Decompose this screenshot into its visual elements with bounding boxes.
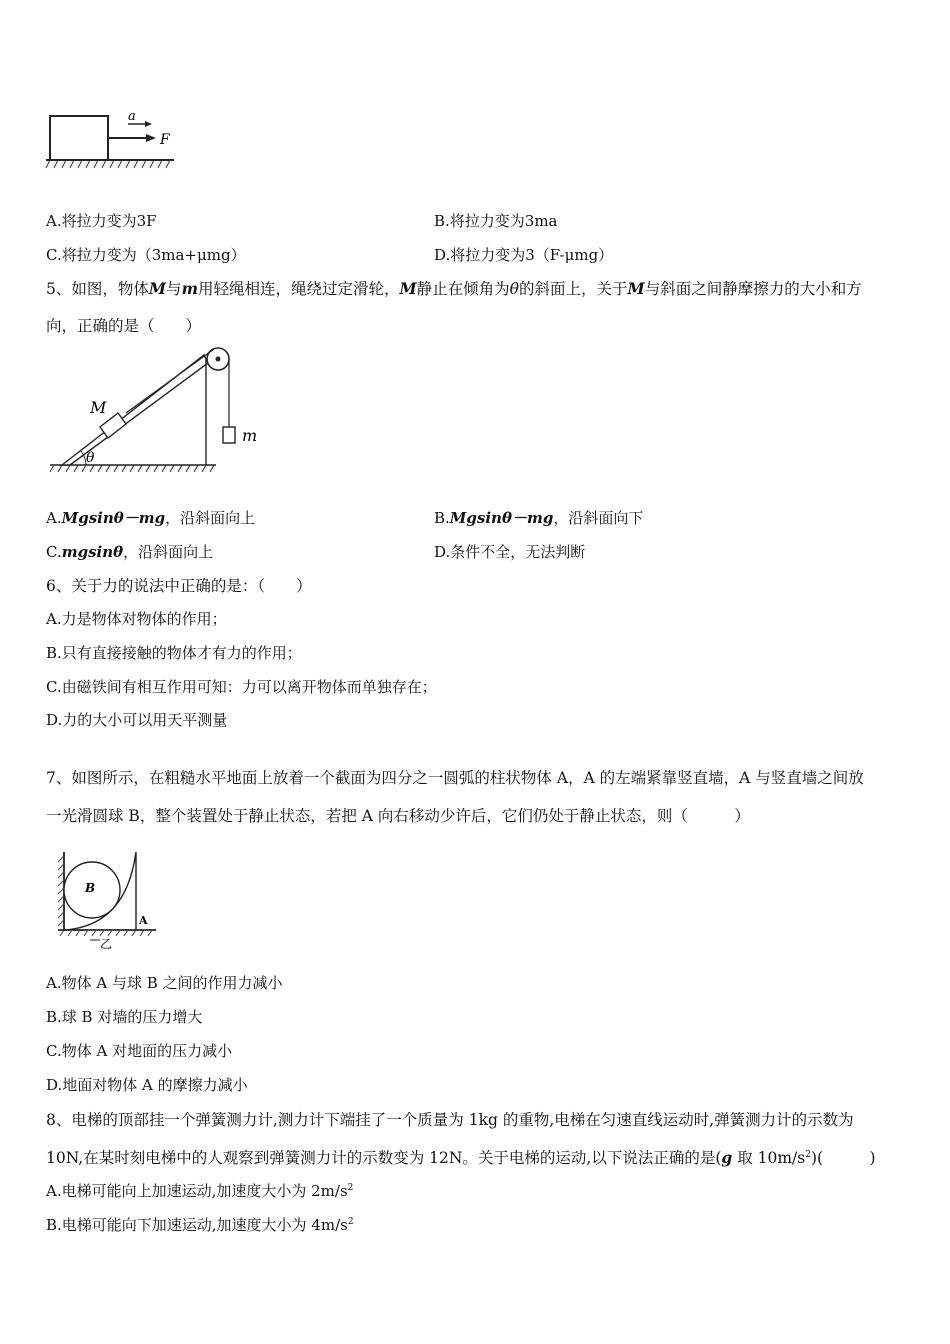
ball-B-label: B (85, 881, 96, 895)
mass-M-label: M (90, 398, 107, 417)
q8-option-b[interactable]: B.电梯可能向下加速运动,加速度大小为 $4m/s^2$ (46, 1216, 354, 1234)
q6-option-d[interactable]: D.力的大小可以用天平测量 (46, 711, 228, 729)
block-force-diagram (44, 108, 194, 172)
q7-option-b[interactable]: B.球 B 对墙的压力增大 (46, 1008, 203, 1026)
q4-option-b[interactable]: B.将拉力变为3ma (434, 212, 558, 230)
q7-stem-line1: 7、如图所示，在粗糙水平地面上放着一个截面为四分之一圆弧的柱状物体 A，A 的左端紧靠竖直墙，A 与竖直墙之间放 (46, 769, 864, 787)
q6-stem: 6、关于力的说法中正确的是：（ ） (46, 577, 312, 595)
figure-caption: 乙 (100, 937, 113, 951)
q6-option-a[interactable]: A.力是物体对物体的作用； (46, 610, 227, 628)
incline-pulley-diagram (46, 345, 276, 475)
q7-option-c[interactable]: C.物体 A 对地面的压力减小 (46, 1042, 233, 1060)
wall-ball-arc-diagram (56, 850, 166, 950)
q7-option-a[interactable]: A.物体 A 与球 B 之间的作用力减小 (46, 974, 283, 992)
q5-stem-line2: 向，正确的是（ ） (46, 317, 202, 335)
accel-label: a (128, 109, 136, 124)
q8-option-a[interactable]: A.电梯可能向上加速运动,加速度大小为 $2m/s^2$ (46, 1182, 354, 1200)
q5-stem-line1: 5、如图，物体M与m用轻绳相连，绳绕过定滑轮，M静止在倾角为θ的斜面上，关于M与斜面之间静摩擦力的大小和方 (46, 279, 862, 298)
mass-m-label: m (242, 426, 258, 445)
q6-option-b[interactable]: B.只有直接接触的物体才有力的作用； (46, 644, 302, 662)
q5-option-a[interactable]: A.Mgsinθ－mg，沿斜面向上 (46, 509, 256, 527)
q4-option-c[interactable]: C.将拉力变为（3ma+μmg） (46, 246, 246, 264)
q5-option-b[interactable]: B.Mgsinθ－mg，沿斜面向下 (434, 509, 644, 527)
force-label: F (160, 132, 170, 148)
q5-option-d[interactable]: D.条件不全，无法判断 (434, 543, 586, 561)
q8-stem-line2: 10N,在某时刻电梯中的人观察到弹簧测力计的示数变为 12N。关于电梯的运动,以下说法正确的是(g 取 $10m/s^2$)( ) (46, 1148, 876, 1167)
q6-option-c[interactable]: C.由磁铁间有相互作用可知：力可以离开物体而单独存在； (46, 678, 437, 696)
q5-option-c[interactable]: C.mgsinθ，沿斜面向上 (46, 543, 214, 561)
block-A-label: A (139, 914, 148, 927)
q4-option-d[interactable]: D.将拉力变为3（F-μmg） (434, 246, 614, 264)
q7-option-d[interactable]: D.地面对物体 A 的摩擦力减小 (46, 1076, 248, 1094)
theta-label: θ (86, 450, 95, 466)
q8-stem-line1: 8、电梯的顶部挂一个弹簧测力计,测力计下端挂了一个质量为 1kg 的重物,电梯在匀速直线运动时,弹簧测力计的示数为 (46, 1111, 854, 1129)
q7-stem-line2: 一光滑圆球 B，整个装置处于静止状态，若把 A 向右移动少许后，它们仍处于静止状态，则（ ） (46, 807, 750, 825)
q4-option-a[interactable]: A.将拉力变为3F (46, 212, 157, 230)
